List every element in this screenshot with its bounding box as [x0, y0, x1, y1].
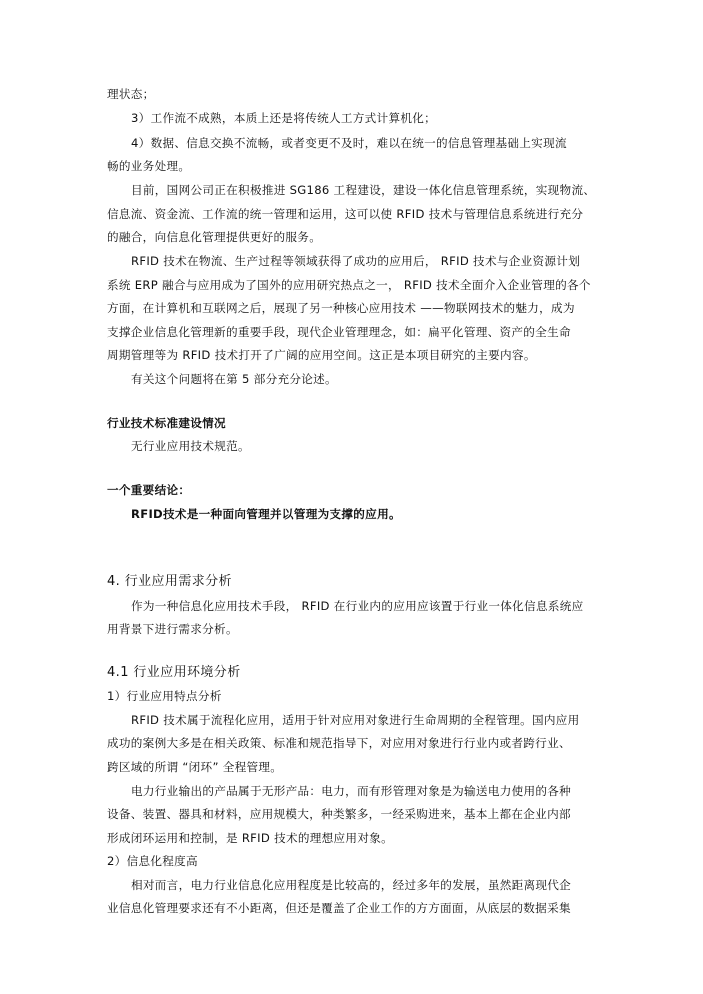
paragraph-line: 成功的案例大多是在相关政策、标准和规范指导下，对应用对象进行行业内或者跨行业、 — [107, 736, 571, 750]
section-heading: 行业技术标准建设情况 — [107, 416, 226, 430]
paragraph-line: RFID 技术属于流程化应用，适用于针对应用对象进行生命周期的全程管理。国内应用 — [131, 713, 580, 727]
section-title: 4. 行业应用需求分析 — [107, 574, 232, 589]
paragraph-line: 用背景下进行需求分析。 — [107, 622, 238, 636]
paragraph-line: 跨区域的所谓 “闭环” 全程管理。 — [107, 760, 283, 774]
paragraph-line: 方面，在计算机和互联网之后，展现了另一种核心应用技术 ——物联网技术的魅力，成为 — [107, 301, 575, 315]
subsection-title: 4.1 行业应用环境分析 — [107, 665, 241, 680]
paragraph-line: 周期管理等为 RFID 技术打开了广阔的应用空间。这正是本项目研究的主要内容。 — [107, 348, 536, 362]
subheading: 1）行业应用特点分析 — [107, 689, 222, 703]
section-heading: 一个重要结论： — [107, 483, 191, 497]
paragraph-line: 有关这个问题将在第 5 部分充分论述。 — [131, 372, 337, 386]
paragraph-line: 业信息化管理要求还有不小距离，但还是覆盖了企业工作的方方面面，从底层的数据采集 — [107, 901, 571, 915]
paragraph-line: 支撑企业信息化管理新的重要手段，现代企业管理理念，如：扁平化管理、资产的全生命 — [107, 325, 571, 339]
paragraph-line: RFID 技术在物流、生产过程等领域获得了成功的应用后， RFID 技术与企业资源计划 — [131, 254, 581, 268]
paragraph-line: 系统 ERP 融合与应用成为了国外的应用研究热点之一， RFID 技术全面介入企业管理的各个 — [107, 278, 591, 292]
paragraph-line: 信息流、资金流、工作流的统一管理和运用，这可以使 RFID 技术与管理信息系统进行充分 — [107, 207, 584, 221]
paragraph-line: 无行业应用技术规范。 — [131, 439, 250, 453]
conclusion-text: RFID技术是一种面向管理并以管理为支撑的应用。 — [131, 507, 401, 521]
paragraph-line: 设备、装置、器具和材料，应用规模大，种类繁多，一经采购进来，基本上都在企业内部 — [107, 807, 571, 821]
paragraph-line: 形成闭环运用和控制，是 RFID 技术的理想应用对象。 — [107, 831, 394, 845]
list-item-3: 3）工作流不成熟，本质上还是将传统人工方式计算机化； — [131, 111, 437, 125]
list-item-4: 4）数据、信息交换不流畅，或者变更不及时，难以在统一的信息管理基础上实现流 — [131, 136, 567, 150]
paragraph-line: 相对而言，电力行业信息化应用程度是比较高的，经过多年的发展，虽然距离现代企 — [131, 878, 572, 892]
list-item-4-cont: 畅的业务处理。 — [107, 159, 191, 173]
paragraph-line: 电力行业输出的产品属于无形产品：电力，而有形管理对象是为输送电力使用的各种 — [131, 784, 572, 798]
paragraph-line: 的融合，向信息化管理提供更好的服务。 — [107, 230, 322, 244]
paragraph-line: 目前，国网公司正在积极推进 SG186 工程建设，建设一体化信息管理系统，实现物流、 — [131, 183, 596, 197]
subheading: 2）信息化程度高 — [107, 854, 198, 868]
text-line: 理状态； — [107, 87, 155, 101]
paragraph-line: 作为一种信息化应用技术手段， RFID 在行业内的应用应该置于行业一体化信息系统应 — [131, 599, 584, 613]
